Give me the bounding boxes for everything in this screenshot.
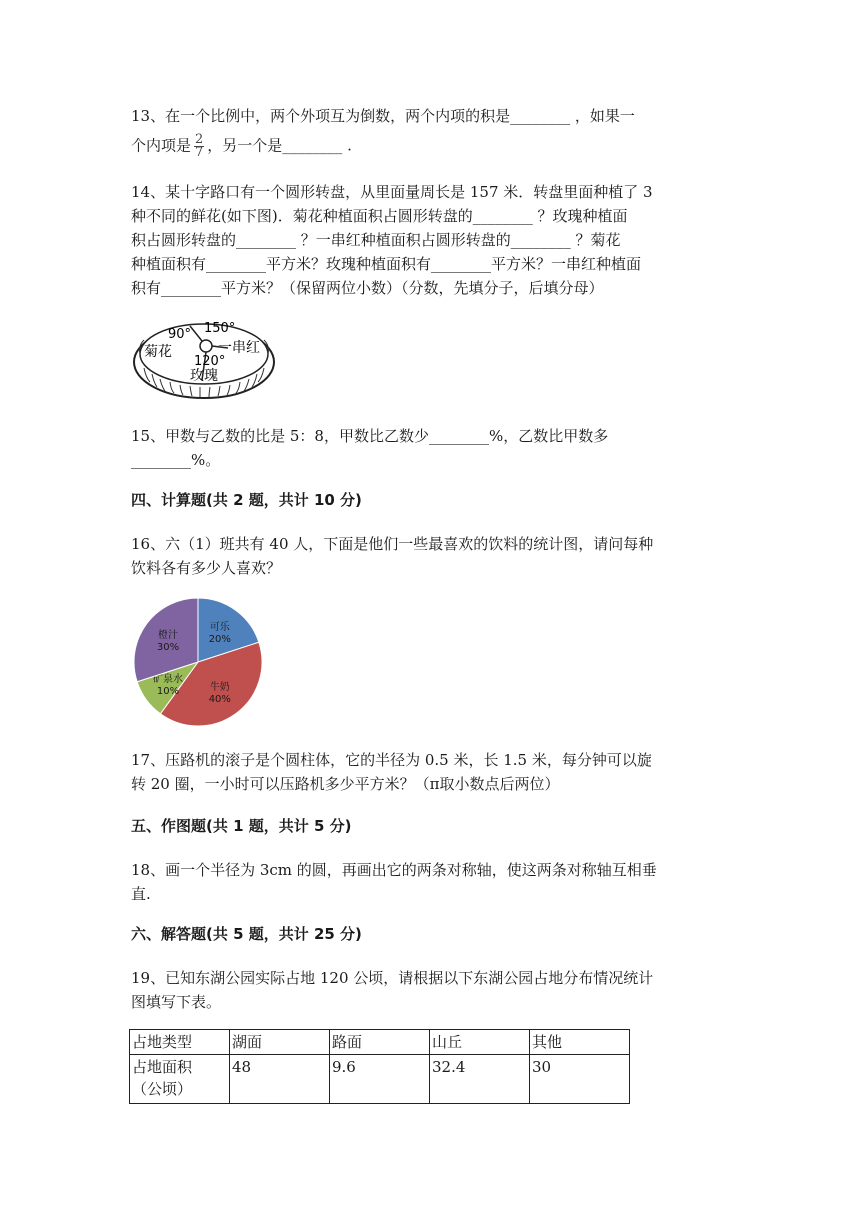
q19-line1: 19、已知东湖公园实际占地 120 公顷，请根据以下东湖公园占地分布情况统计 xyxy=(131,969,654,987)
pie-slice-label: 牛奶 xyxy=(209,682,230,694)
q14-line2: 种不同的鲜花(如下图)．菊花种植面积占圆形转盘的________ ？玫瑰种植面 xyxy=(131,207,628,225)
section-6-heading: 六、解答题(共 5 题，共计 25 分) xyxy=(131,925,362,943)
section-4-heading: 四、计算题(共 2 题，共计 10 分) xyxy=(131,491,362,509)
row-label-line1: 占地面积 xyxy=(132,1058,193,1076)
table-header-cell: 其他 xyxy=(530,1030,630,1055)
pie-slice-percent: 10% xyxy=(156,685,180,697)
table-row-label xyxy=(130,1055,230,1104)
pie-slice-label: 橙汁 xyxy=(157,630,178,642)
q16-line1: 16、六（1）班共有 40 人，下面是他们一些最喜欢的饮料的统计图，请问每种 xyxy=(131,535,654,553)
fraction-numerator: 2 xyxy=(195,132,204,147)
q15-line2: ________%。 xyxy=(131,451,221,469)
chrysanthemum-label: 菊花 xyxy=(144,344,172,360)
q15-line1: 15、甲数与乙数的比是 5：8，甲数比乙数少________%，乙数比甲数多 xyxy=(131,427,609,445)
section-5-heading: 五、作图题(共 1 题，共计 5 分) xyxy=(131,817,352,835)
table-header-cell: 湖面 xyxy=(230,1030,330,1055)
row-label-line2: （公顷） xyxy=(132,1080,193,1098)
table-row xyxy=(130,1055,630,1104)
roundabout-figure xyxy=(130,310,280,406)
q18-line2: 直. xyxy=(131,885,151,903)
table-header-cell: 占地类型 xyxy=(130,1030,230,1055)
pie-slice-percent: 40% xyxy=(208,694,231,706)
angle-120-label: 120° xyxy=(194,354,226,369)
q13-line2-post: ，另一个是________ . xyxy=(207,136,352,155)
table-cell: 30 xyxy=(530,1055,630,1104)
rose-label: 玫瑰 xyxy=(190,368,218,384)
table-header-cell: 山丘 xyxy=(430,1030,530,1055)
q13-line2-pre: 个内项是 xyxy=(131,136,192,155)
fraction-denominator: 7 xyxy=(195,145,204,160)
q13-line1: 13、在一个比例中，两个外项互为倒数，两个内项的积是________ ，如果一 xyxy=(131,107,635,125)
q14-line1: 14、某十字路口有一个圆形转盘，从里面量周长是 157 米．转盘里面种植了 3 xyxy=(131,183,653,201)
table-header-row xyxy=(130,1030,630,1055)
pie-slice-percent: 30% xyxy=(156,642,180,654)
table-cell: 9.6 xyxy=(330,1055,430,1104)
angle-150-label: 150° xyxy=(204,321,236,336)
q14-line4: 种植面积有________平方米？玫瑰种植面积有________平方米？一串红种植面 xyxy=(131,255,642,273)
land-use-table xyxy=(129,1029,630,1104)
q17-line1: 17、压路机的滚子是个圆柱体，它的半径为 0.5 米，长 1.5 米，每分钟可以旋 xyxy=(131,751,652,769)
table-cell: 32.4 xyxy=(430,1055,530,1104)
salvia-label: 一串红 xyxy=(218,340,260,356)
pie-slice-label: 可乐 xyxy=(209,621,230,633)
fraction-2-7 xyxy=(194,134,204,159)
table-cell: 48 xyxy=(230,1055,330,1104)
q18-line1: 18、画一个半径为 3cm 的圆，再画出它的两条对称轴，使这两条对称轴互相垂 xyxy=(131,861,657,879)
q14-line5: 积有________平方米？（保留两位小数）（分数，先填分子，后填分母） xyxy=(131,279,604,297)
angle-90-label: 90° xyxy=(168,327,192,342)
pie-slice-percent: 20% xyxy=(208,633,231,645)
drinks-pie-chart xyxy=(130,594,270,730)
pie-slice-label: 矿泉水 xyxy=(152,673,183,685)
table-header-cell: 路面 xyxy=(330,1030,430,1055)
q14-line3: 积占圆形转盘的________ ？一串红种植面积占圆形转盘的________ ？菊花 xyxy=(131,231,621,249)
q16-line2: 饮料各有多少人喜欢？ xyxy=(131,559,282,577)
q13-line2 xyxy=(131,134,352,159)
q17-line2: 转 20 圈，一小时可以压路机多少平方米？（π取小数点后两位） xyxy=(131,775,560,793)
q19-line2: 图填写下表。 xyxy=(131,993,222,1011)
